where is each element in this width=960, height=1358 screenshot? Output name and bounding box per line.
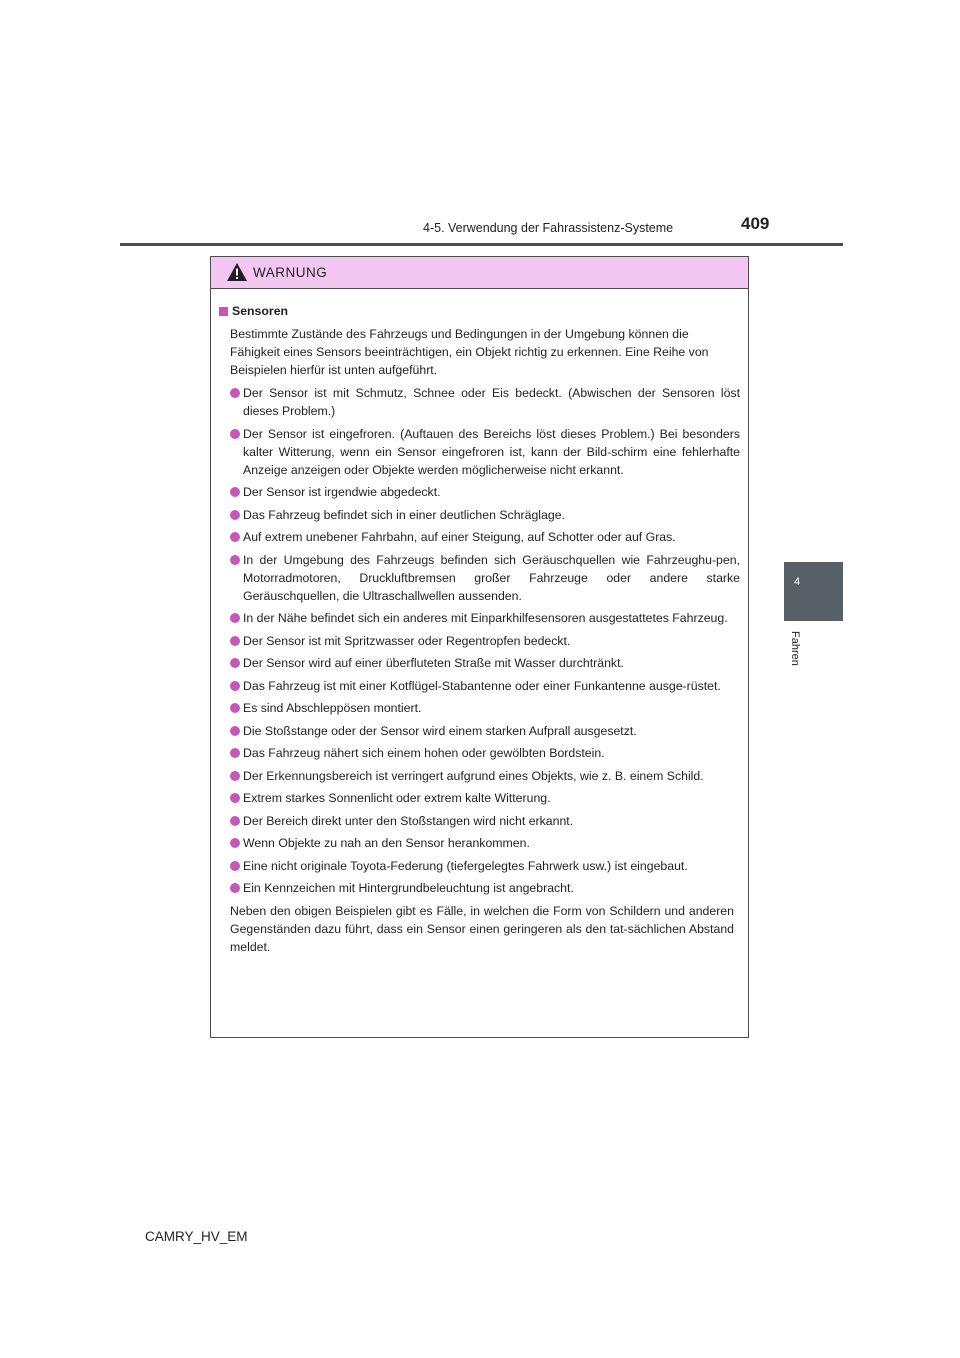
warning-title: WARNUNG [253,265,328,280]
square-bullet-icon [219,307,228,316]
warning-box [210,256,749,1038]
round-bullet-icon [230,487,240,497]
header-section-title: 4-5. Verwendung der Fahrassistenz-Systeme [423,221,674,235]
round-bullet-icon [230,816,240,826]
list-item: Der Sensor ist irgendwie abgedeckt. [219,483,740,501]
round-bullet-icon [230,658,240,668]
page-number: 409 [741,214,770,233]
list-item: Der Bereich direkt unter den Stoßstangen wird nicht erkannt. [219,812,740,830]
chapter-number: 4 [794,576,801,588]
chapter-label-vertical [787,631,807,671]
round-bullet-icon [230,726,240,736]
list-item: In der Nähe befindet sich ein anderes mit Einparkhilfesensoren ausgestattetes Fahrzeug. [219,609,740,627]
round-bullet-icon [230,613,240,623]
header-divider [120,243,843,246]
chapter-label: Fahren [789,631,801,666]
list-item: Der Sensor ist eingefroren. (Auftauen des Bereichs löst dieses Problem.) Bei besonders kalter Witterung, wenn ein Sensor eingefroren ist, kann der Bild-schirm eine fehlerhafte Anzeige anzeigen oder Objekte werden möglicherweise nicht erkannt. [219,425,740,479]
round-bullet-icon [230,748,240,758]
list-item: Der Sensor ist mit Spritzwasser oder Regentropfen bedeckt. [219,632,740,650]
list-item: Die Stoßstange oder der Sensor wird einem starken Aufprall ausgesetzt. [219,722,740,740]
section-heading [219,302,740,320]
round-bullet-icon [230,703,240,713]
round-bullet-icon [230,861,240,871]
warning-body [211,289,748,956]
round-bullet-icon [230,555,240,565]
list-item: Der Erkennungsbereich ist verringert aufgrund eines Objekts, wie z. B. einem Schild. [219,767,740,785]
document-code: CAMRY_HV_EM [145,1229,248,1244]
warning-header [211,257,748,289]
intro-paragraph: Bestimmte Zustände des Fahrzeugs und Bedingungen in der Umgebung können die Fähigkeit eines Sensors beeinträchtigen, ein Objekt richtig zu erkennen. Eine Reihe von Beispielen hierfür ist unten aufgeführt. [230,327,709,377]
list-item: Das Fahrzeug nähert sich einem hohen oder gewölbten Bordstein. [219,744,740,762]
list-item: Der Sensor wird auf einer überfluteten Straße mit Wasser durchtränkt. [219,654,740,672]
chapter-tab [784,562,843,621]
list-item: Das Fahrzeug befindet sich in einer deutlichen Schräglage. [219,506,740,524]
list-item: Das Fahrzeug ist mit einer Kotflügel-Stabantenne oder einer Funkantenne ausge-rüstet. [219,677,740,695]
closing-paragraph: Neben den obigen Beispielen gibt es Fälle, in welchen die Form von Schildern und anderen Gegenständen dazu führt, dass ein Sensor einen geringeren als den tat-sächlichen Abstand meldet. [230,904,734,954]
section-heading-text: Sensoren [232,304,289,318]
round-bullet-icon [230,429,240,439]
round-bullet-icon [230,388,240,398]
round-bullet-icon [230,838,240,848]
list-item: Wenn Objekte zu nah an den Sensor herankommen. [219,834,740,852]
list-item: In der Umgebung des Fahrzeugs befinden sich Geräuschquellen wie Fahrzeughu-pen, Motorradmotoren, Druckluftbremsen großer Fahrzeuge oder andere starke Geräuschquellen, die Ultraschallwellen aussenden. [219,551,740,605]
list-item: Ein Kennzeichen mit Hintergrundbeleuchtung ist angebracht. [219,879,740,897]
list-item: Es sind Abschleppösen montiert. [219,699,740,717]
round-bullet-icon [230,636,240,646]
round-bullet-icon [230,510,240,520]
round-bullet-icon [230,771,240,781]
list-item: Extrem starkes Sonnenlicht oder extrem kalte Witterung. [219,789,740,807]
list-item: Eine nicht originale Toyota-Federung (tiefergelegtes Fahrwerk usw.) ist eingebaut. [219,857,740,875]
round-bullet-icon [230,532,240,542]
list-item: Auf extrem unebener Fahrbahn, auf einer Steigung, auf Schotter oder auf Gras. [219,528,740,546]
list-item: Der Sensor ist mit Schmutz, Schnee oder Eis bedeckt. (Abwischen der Sensoren löst dieses Problem.) [219,384,740,420]
round-bullet-icon [230,883,240,893]
warning-triangle-icon [226,262,248,282]
round-bullet-icon [230,793,240,803]
round-bullet-icon [230,681,240,691]
condition-list [219,384,740,897]
